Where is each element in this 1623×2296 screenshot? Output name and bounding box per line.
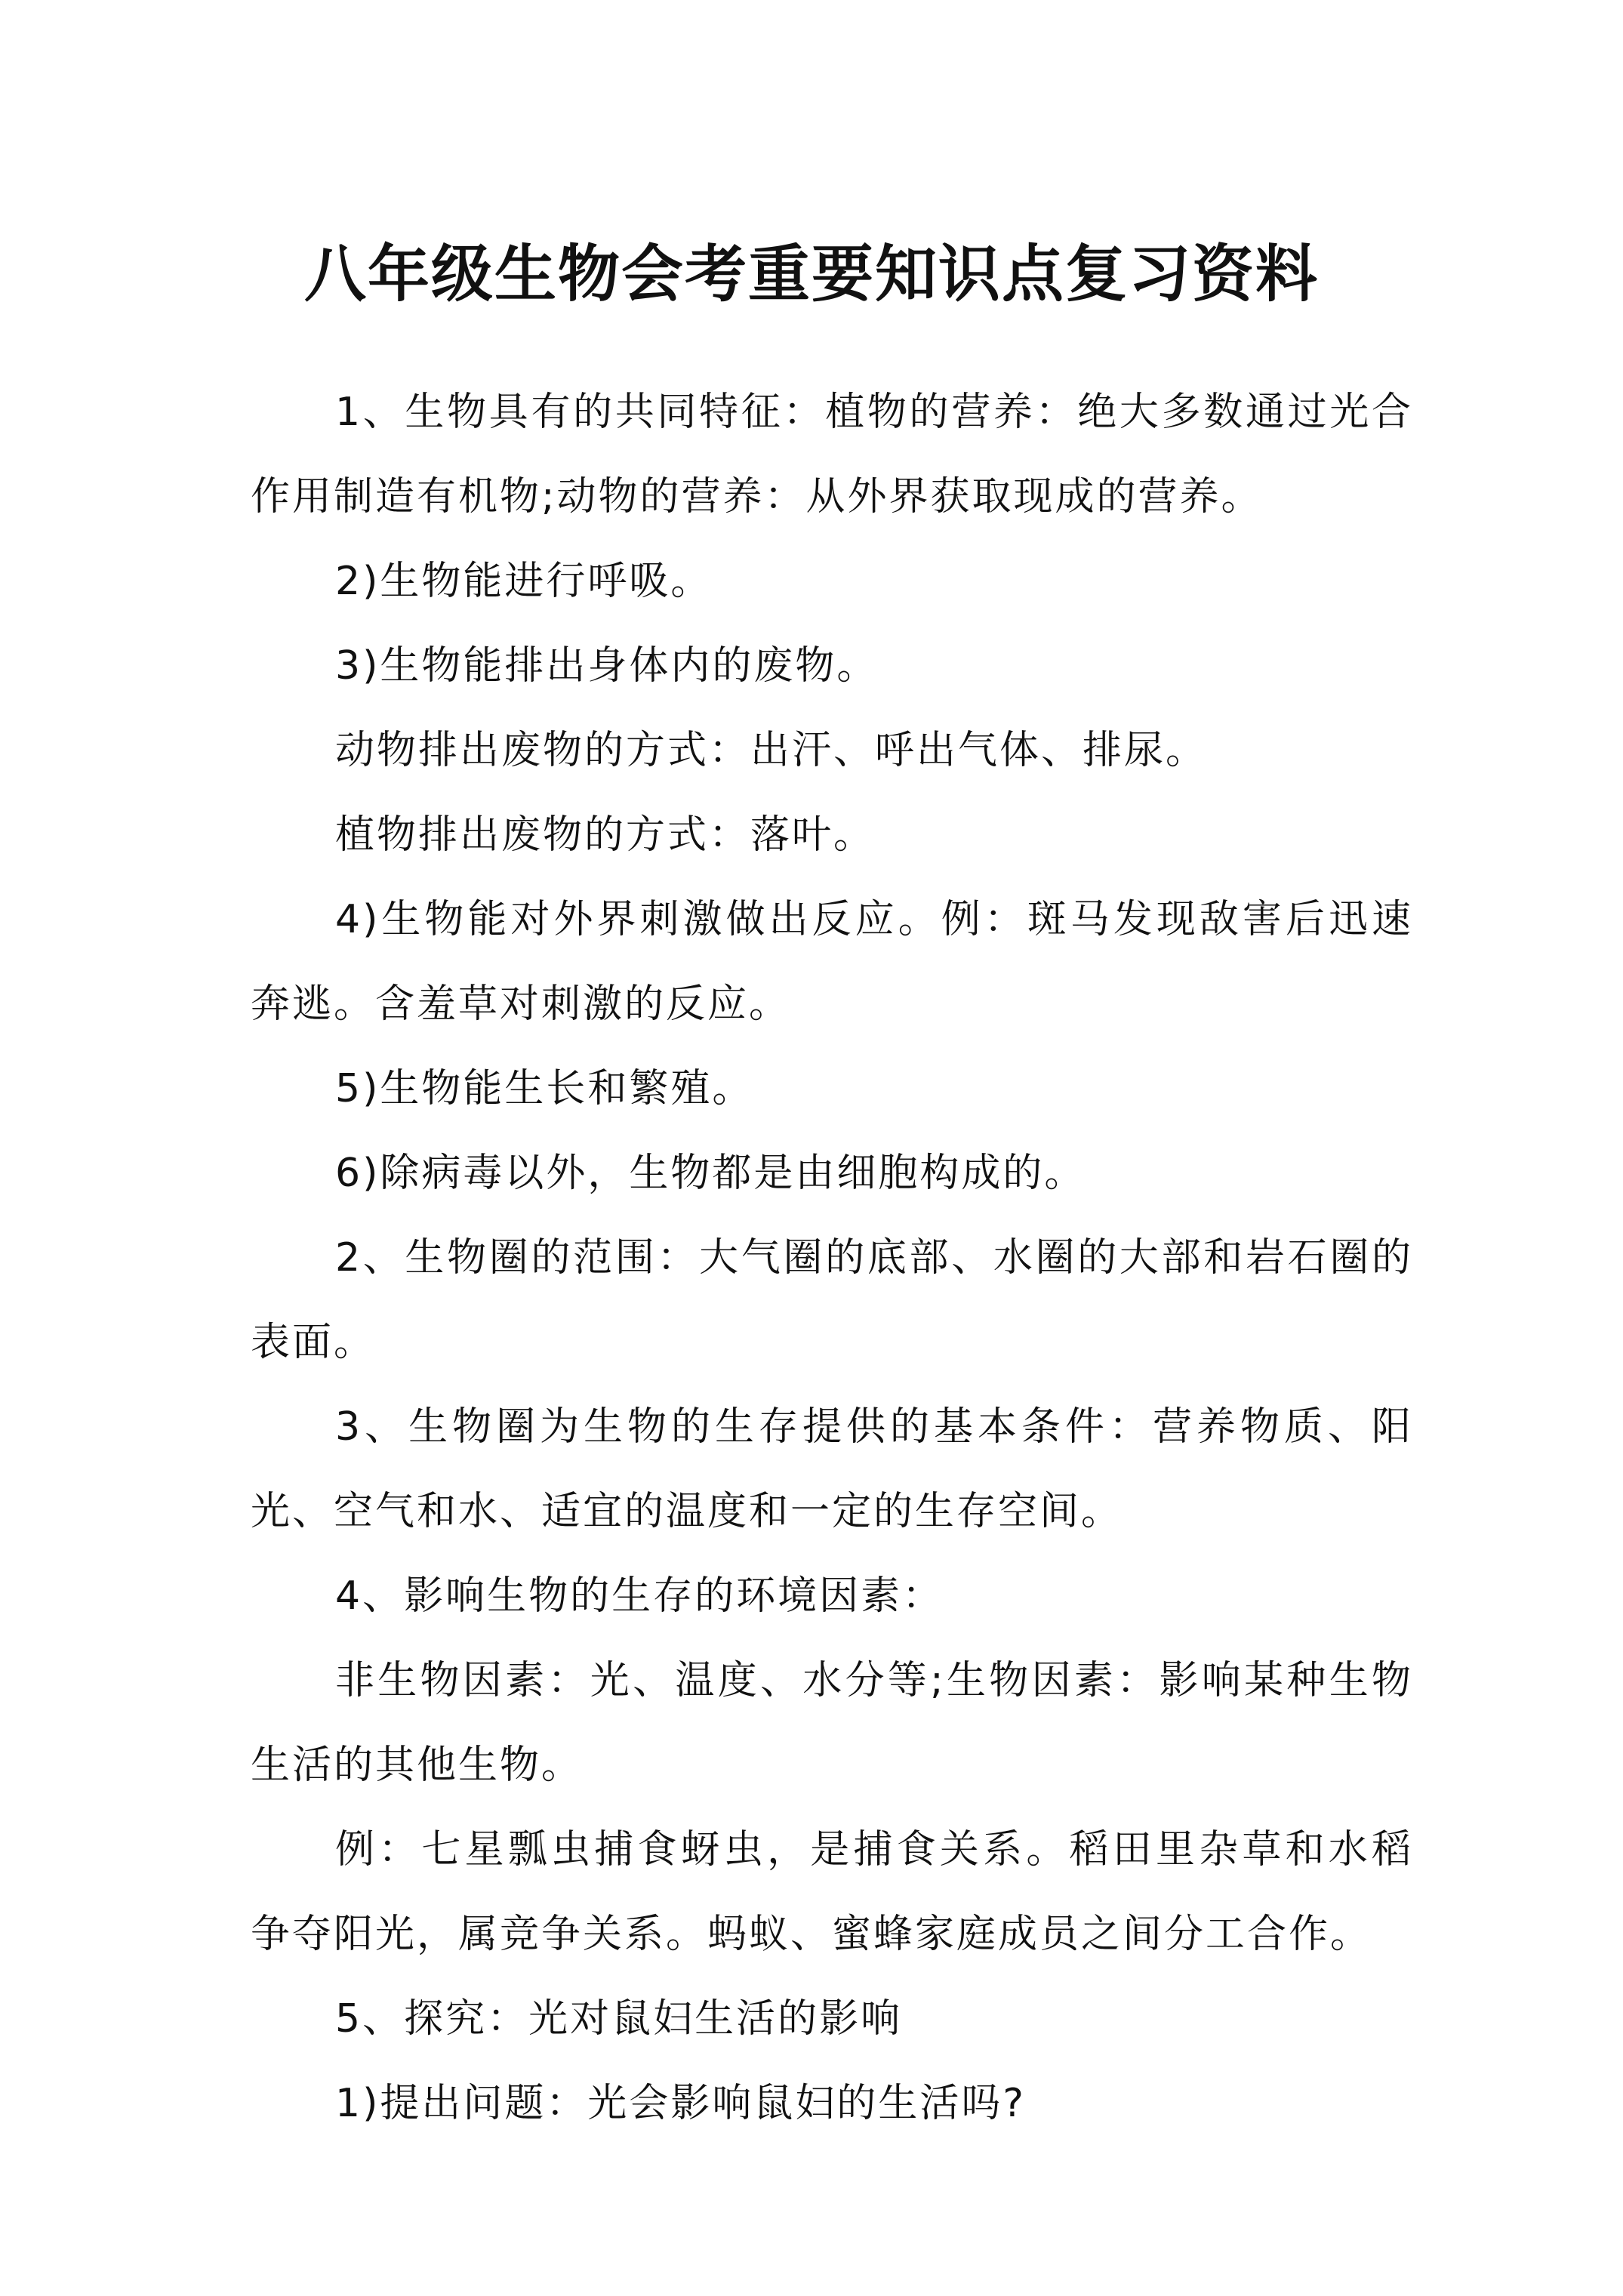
paragraph-2: 2)生物能进行呼吸。 [335,559,713,604]
paragraph-7: 5)生物能生长和繁殖。 [335,1066,754,1111]
document-body [251,370,1413,2146]
paragraph-8: 6)除病毒以外，生物都是由细胞构成的。 [335,1151,1086,1196]
paragraph-10: 3、生物圈为生物的生存提供的基本条件：营养物质、阳光、空气和水、适宜的温度和一定的生存空间。 [251,1404,1413,1534]
paragraph-1: 1、生物具有的共同特征：植物的营养：绝大多数通过光合作用制造有机物;动物的营养：从外界获取现成的营养。 [251,390,1413,519]
paragraph-15: 1)提出问题：光会影响鼠妇的生活吗? [335,2081,1026,2126]
paragraph-5: 植物排出废物的方式：落叶。 [335,812,876,858]
paragraph-13: 例：七星瓢虫捕食蚜虫，是捕食关系。稻田里杂草和水稻争夺阳光，属竞争关系。蚂蚁、蜜蜂家庭成员之间分工合作。 [251,1827,1413,1957]
paragraph-11: 4、影响生物的生存的环境因素： [335,1573,944,1619]
paragraph-9: 2、生物圈的范围：大气圈的底部、水圈的大部和岩石圈的表面。 [251,1235,1413,1365]
paragraph-6: 4)生物能对外界刺激做出反应。例：斑马发现敌害后迅速奔逃。含羞草对刺激的反应。 [251,897,1413,1027]
paragraph-4: 动物排出废物的方式：出汗、呼出气体、排尿。 [335,728,1208,773]
document-title: 八年级生物会考重要知识点复习资料 [303,237,1319,310]
paragraph-3: 3)生物能排出身体内的废物。 [335,643,879,689]
paragraph-14: 5、探究：光对鼠妇生活的影响 [335,1996,903,2042]
paragraph-12: 非生物因素：光、温度、水分等;生物因素：影响某种生物生活的其他生物。 [251,1658,1413,1788]
